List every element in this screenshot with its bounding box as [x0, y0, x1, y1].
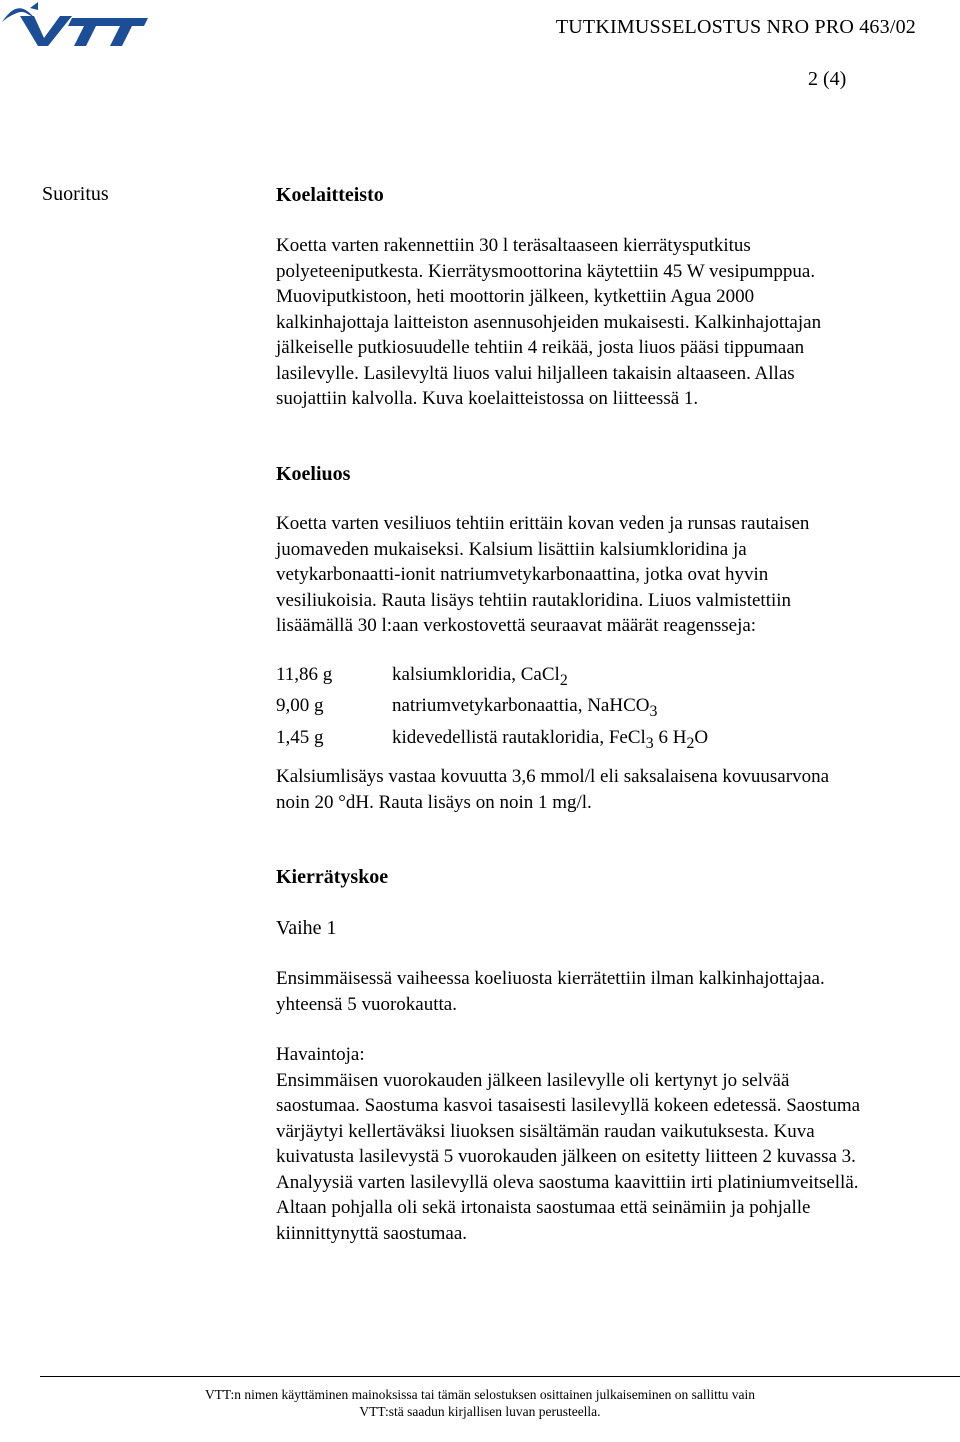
section-koeliuos [276, 462, 956, 488]
text-line: lisäämällä 30 l:aan verkostovettä seuraavat määrät reagensseja: [276, 615, 757, 636]
text-line: Altaan pohjalla oli sekä irtonaista saostumaa että seinämiin ja pohjalle [276, 1197, 811, 1218]
observations-paragraph [276, 1042, 956, 1246]
vtt-logo [0, 0, 150, 56]
reagent-list [276, 662, 708, 756]
text-line: polyeteeniputkesta. Kierrätysmoottorina käytettiin 45 W vesipumppua. [276, 260, 816, 282]
side-label: Suoritus [42, 183, 109, 205]
footer-line-2: VTT:stä saadun kirjallisen luvan perusteella. [359, 1404, 601, 1419]
observations-label: Havaintoja: [276, 1044, 365, 1065]
report-number: TUTKIMUSSELOSTUS NRO PRO 463/02 [555, 16, 916, 38]
phase-heading: Vaihe 1 [276, 917, 337, 939]
text-line: kuivatusta lasilevystä 5 vuorokauden jälkeen on esitetty liitteen 2 kuvassa 3. [276, 1146, 856, 1167]
heading-kierratyskoe: Kierrätyskoe [276, 866, 389, 888]
text-line: suojattiin kalvolla. Kuva koelaitteistossa on liitteessä 1. [276, 388, 699, 409]
reagent-row [276, 662, 708, 693]
subheading-vaihe [276, 916, 956, 942]
text-line: vetykarbonaatti-ionit natriumvetykarbonaattina, jotka ovat hyvin [276, 564, 769, 585]
reagent-amount: 11,86 g [276, 664, 333, 685]
text-line: Kalsiumlisäys vastaa kovuutta 3,6 mmol/l eli saksalaisena kovuusarvona [276, 766, 830, 787]
text-line: lasilevylle. Lasilevyltä liuos valui hiljalleen takaisin altaaseen. Allas [276, 362, 795, 384]
footer-divider [40, 1376, 960, 1377]
page-number: 2 (4) [808, 68, 847, 90]
heading-koeliuos: Koeliuos [276, 463, 351, 485]
text-line: kalkinhajottaja laitteiston asennusohjeiden mukaisesti. Kalkinhajottajan [276, 311, 822, 333]
footer-line-1: VTT:n nimen käyttäminen mainoksissa tai tämän selostuksen osittainen julkaiseminen on sallittu vain [204, 1387, 756, 1402]
text-line: Koetta varten vesiliuos tehtiin erittäin kovan veden ja runsas rautaisen [276, 513, 810, 534]
reagent-name: natriumvetykarbonaattia, NaHCO$_3$ [392, 695, 658, 721]
koelaitteisto-paragraph [276, 233, 956, 412]
reagent-amount: 9,00 g [276, 695, 324, 717]
section-koelaitteisto [276, 183, 956, 209]
reagent-name: kalsiumkloridia, CaCl$_2$ [392, 664, 568, 689]
text-line: Ensimmäisen vuorokauden jälkeen lasilevylle oli kertynyt jo selvää [276, 1069, 790, 1091]
heading-koelaitteisto: Koelaitteisto [276, 184, 384, 206]
text-line: kiinnittynyttä saostumaa. [276, 1222, 468, 1244]
koeliuos-paragraph [276, 511, 956, 639]
text-line: noin 20 °dH. Rauta lisäys on noin 1 mg/l. [276, 791, 592, 813]
text-line: värjäytyi kellertäväksi liuoksen sisältämän raudan vaikutuksesta. Kuva [276, 1120, 815, 1142]
text-line: juomaveden mukaiseksi. Kalsium lisättiin kalsiumkloridina ja [276, 538, 747, 560]
reagent-row [276, 725, 708, 756]
text-line: vesiliukoisia. Rauta lisäys tehtiin rautakloridina. Liuos valmistettiin [276, 589, 792, 611]
reagent-row [276, 693, 708, 724]
text-line: jälkeiselle putkiosuudelle tehtiin 4 reikää, josta liuos pääsi tippumaan [276, 337, 805, 358]
text-line: saostumaa. Saostuma kasvoi tasaisesti lasilevyllä kokeen edetessä. Saostuma [276, 1095, 861, 1116]
text-line: Ensimmäisessä vaiheessa koeliuosta kierrätettiin ilman kalkinhajottajaa. [276, 968, 825, 989]
text-line: Analyysiä varten lasilevyllä oleva saostuma kaavittiin irti platiniumveitsellä. [276, 1171, 859, 1193]
reagent-name: kidevedellistä rautakloridia, FeCl$_3$ 6 $H_2O$ [392, 726, 709, 752]
section-kierratyskoe [276, 865, 956, 891]
phase-paragraph [276, 966, 956, 1017]
text-line: Muoviputkistoon, heti moottorin jälkeen, kytkettiin Agua 2000 [276, 286, 755, 307]
footer-note [0, 1386, 960, 1420]
text-line: Koetta varten rakennettiin 30 l teräsaltaaseen kierrätysputkitus [276, 235, 751, 256]
reagent-amount: 1,45 g [276, 726, 324, 748]
hardness-paragraph [276, 764, 956, 815]
text-line: yhteensä 5 vuorokautta. [276, 993, 457, 1015]
